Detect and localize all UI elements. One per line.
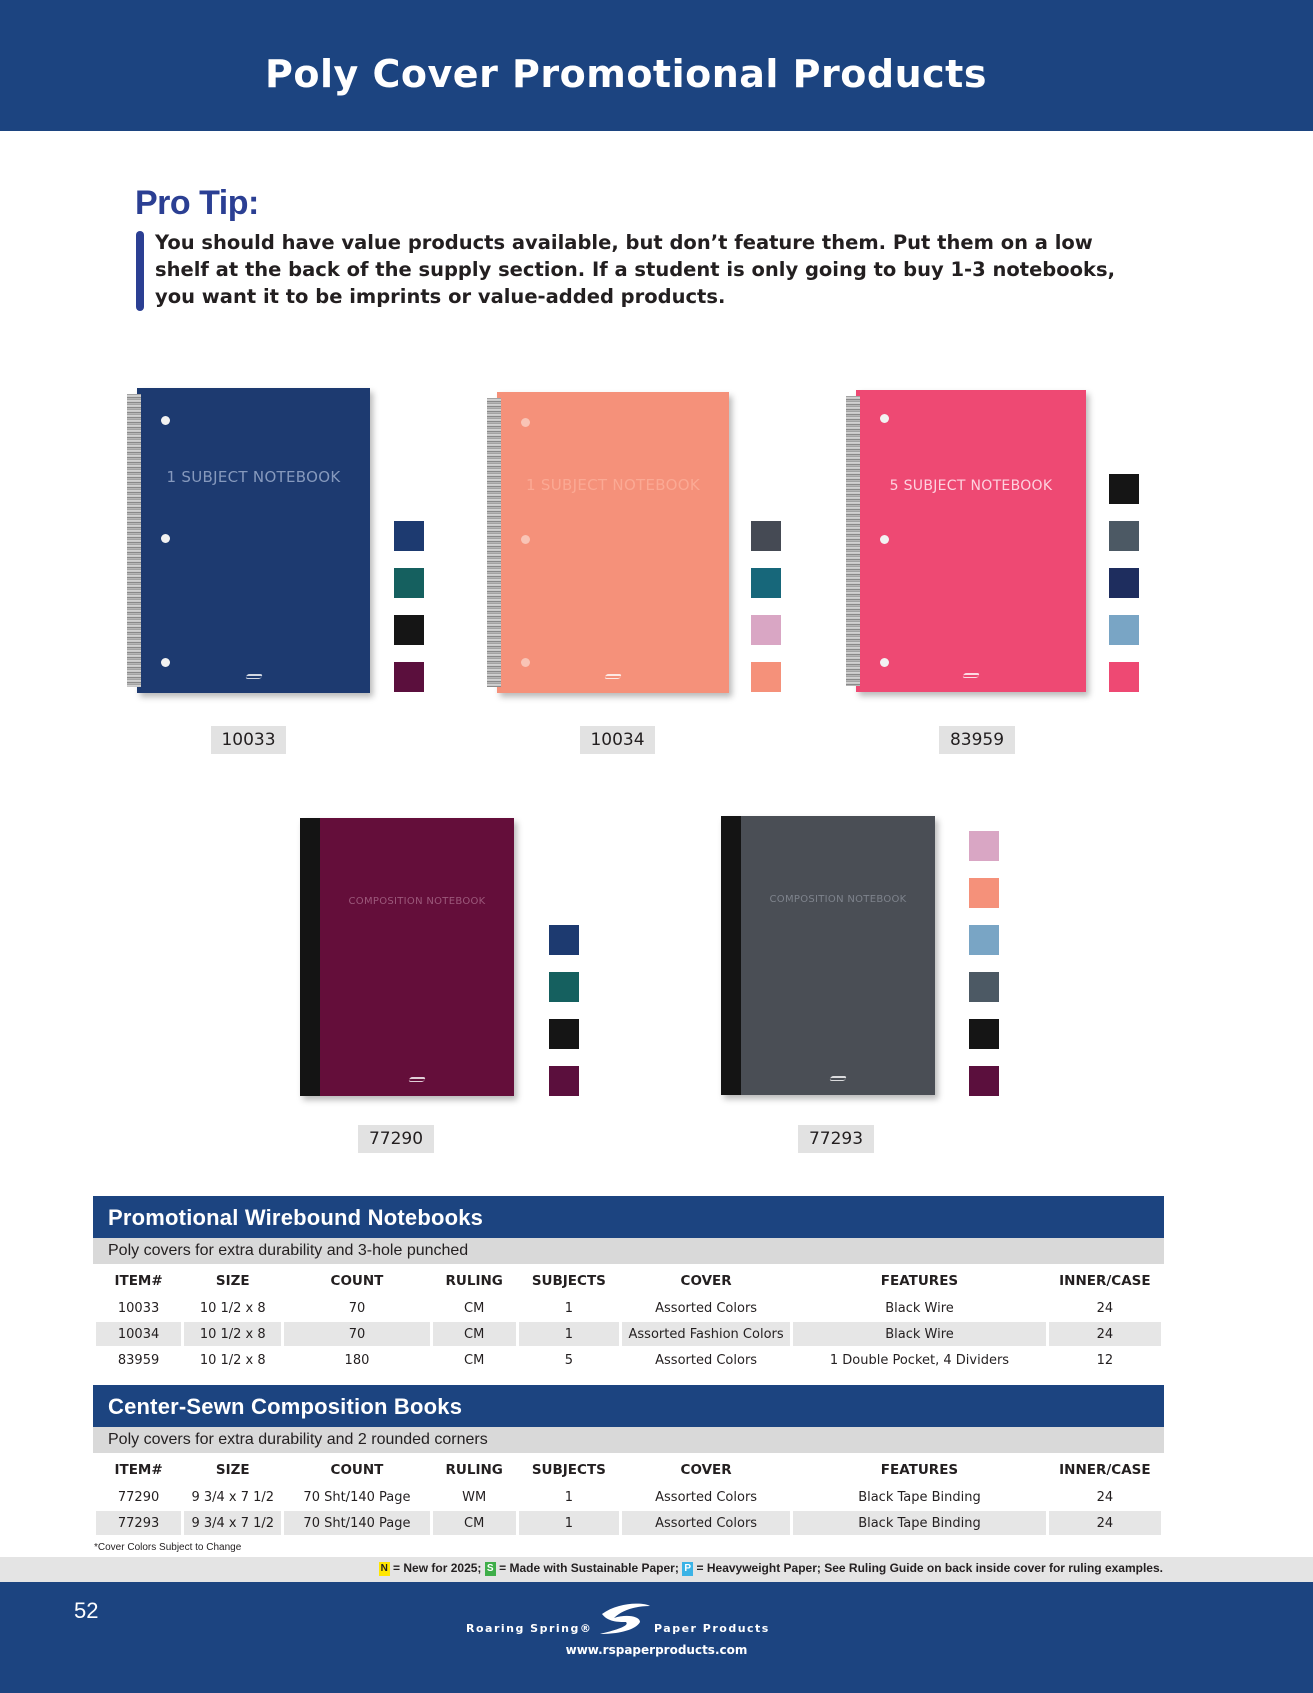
table-cell: 83959 xyxy=(117,1352,160,1368)
cover-title: 5 SUBJECT NOTEBOOK xyxy=(889,478,1053,494)
table-cell: 1 xyxy=(519,1322,619,1346)
color-swatch xyxy=(751,568,781,598)
table-cell: 77290 xyxy=(117,1489,160,1505)
punch-hole xyxy=(161,416,170,425)
color-swatch xyxy=(549,972,579,1002)
color-swatch xyxy=(1109,568,1139,598)
page-footer xyxy=(0,1582,1313,1693)
color-swatch xyxy=(969,1066,999,1096)
table-header-row xyxy=(96,1268,1161,1294)
product-image-77290 xyxy=(300,818,514,1096)
item-number-label: 83959 xyxy=(939,726,1015,754)
column-header: INNER/CASE xyxy=(1059,1273,1151,1289)
table-cell: 10033 xyxy=(117,1300,160,1316)
column-header: SUBJECTS xyxy=(531,1273,606,1289)
new-badge: N xyxy=(380,1562,388,1574)
table-cell: 10034 xyxy=(96,1322,181,1346)
color-swatch xyxy=(394,521,424,551)
tape-binding xyxy=(300,818,320,1096)
wirebound-section-subtitle: Poly covers for extra durability and 3-hole punched xyxy=(93,1238,1164,1264)
brand-name-left: Roaring Spring® xyxy=(466,1622,593,1635)
composition-section-title: Center-Sewn Composition Books xyxy=(93,1385,1164,1427)
notebook-cover xyxy=(856,390,1086,692)
cover-colors-note: *Cover Colors Subject to Change xyxy=(94,1542,242,1553)
color-swatch xyxy=(549,925,579,955)
notebook-cover xyxy=(497,392,729,693)
table-cell: Assorted Colors xyxy=(655,1352,758,1368)
wirebound-section-title: Promotional Wirebound Notebooks xyxy=(93,1196,1164,1238)
table-cell: Black Wire xyxy=(793,1322,1045,1346)
page-header xyxy=(0,0,1313,131)
table-cell: CM xyxy=(464,1352,485,1368)
composition-section-subtitle: Poly covers for extra durability and 2 rounded corners xyxy=(93,1427,1164,1453)
column-header: RULING xyxy=(445,1462,503,1478)
color-swatch xyxy=(394,662,424,692)
wirebound-spec-table xyxy=(93,1266,1164,1374)
color-swatch xyxy=(1109,615,1139,645)
color-swatch xyxy=(751,521,781,551)
table-cell: WM xyxy=(462,1489,487,1505)
table-cell: Assorted Colors xyxy=(655,1300,758,1316)
table-row xyxy=(96,1296,1161,1320)
website-url[interactable]: www.rspaperproducts.com xyxy=(565,1643,748,1657)
notebook-cover xyxy=(300,818,514,1096)
tape-binding xyxy=(721,816,741,1095)
color-swatch xyxy=(751,615,781,645)
punch-hole xyxy=(161,534,170,543)
column-header: ITEM# xyxy=(114,1273,163,1289)
table-cell: Assorted Colors xyxy=(622,1511,790,1535)
table-cell: Black Tape Binding xyxy=(858,1489,981,1505)
table-cell: 24 xyxy=(1096,1300,1114,1316)
spiral-wire xyxy=(487,398,501,687)
table-cell: 77293 xyxy=(96,1511,181,1535)
page-title: Poly Cover Promotional Products xyxy=(265,52,987,96)
table-cell: 1 xyxy=(564,1489,573,1505)
color-swatch xyxy=(394,615,424,645)
table-row xyxy=(96,1322,1161,1346)
table-cell: Assorted Colors xyxy=(655,1489,758,1505)
table-cell: 70 xyxy=(348,1300,366,1316)
column-header: ITEM# xyxy=(114,1462,163,1478)
page-number: 52 xyxy=(74,1598,99,1623)
table-cell: 12 xyxy=(1096,1352,1114,1368)
heavyweight-badge: P xyxy=(682,1562,693,1576)
color-swatch xyxy=(969,878,999,908)
punch-hole xyxy=(521,418,530,427)
brand-logo-icon xyxy=(829,1076,847,1081)
punch-hole xyxy=(161,658,170,667)
spiral-wire xyxy=(127,394,141,687)
spiral-wire xyxy=(846,396,860,686)
cover-title: 1 SUBJECT NOTEBOOK xyxy=(526,476,700,494)
heavyweight-legend-text: = Heavyweight Paper; See Ruling Guide on back inside cover for ruling examples. xyxy=(696,1561,1163,1575)
table-cell: CM xyxy=(464,1300,485,1316)
table-cell: Assorted Fashion Colors xyxy=(622,1322,790,1346)
product-image-10033 xyxy=(137,388,370,693)
table-cell: CM xyxy=(433,1511,516,1535)
table-cell: 70 Sht/140 Page xyxy=(303,1489,411,1505)
color-swatch xyxy=(1109,474,1139,504)
table-cell: 1 xyxy=(564,1300,573,1316)
table-cell: 1 Double Pocket, 4 Dividers xyxy=(829,1352,1010,1368)
notebook-cover xyxy=(721,816,935,1095)
column-header: COUNT xyxy=(330,1273,384,1289)
item-number-label: 10034 xyxy=(580,726,655,754)
table-row xyxy=(96,1485,1161,1509)
column-header: SIZE xyxy=(215,1273,250,1289)
color-swatch xyxy=(969,925,999,955)
punch-hole xyxy=(521,658,530,667)
punch-hole xyxy=(880,535,889,544)
pro-tip-title: Pro Tip: xyxy=(135,184,259,222)
brand-logo-icon xyxy=(962,673,980,678)
color-swatch xyxy=(751,662,781,692)
punch-hole xyxy=(880,658,889,667)
color-swatch xyxy=(969,972,999,1002)
table-cell: 5 xyxy=(564,1352,573,1368)
brand-logo-icon xyxy=(604,674,622,679)
table-cell: 10 1/2 x 8 xyxy=(184,1322,281,1346)
sustainable-badge: S xyxy=(485,1562,496,1576)
color-swatch xyxy=(549,1066,579,1096)
column-header: SIZE xyxy=(215,1462,250,1478)
sustainable-legend-text: = Made with Sustainable Paper; xyxy=(499,1561,679,1575)
composition-spec-table xyxy=(93,1455,1164,1537)
table-cell: 10 1/2 x 8 xyxy=(199,1300,266,1316)
color-swatch xyxy=(969,831,999,861)
product-image-83959 xyxy=(856,390,1086,692)
brand-name-right: Paper Products xyxy=(654,1622,770,1635)
column-header: RULING xyxy=(445,1273,503,1289)
brand-logo-icon xyxy=(245,674,263,679)
punch-hole xyxy=(880,414,889,423)
table-row xyxy=(96,1511,1161,1535)
column-header: FEATURES xyxy=(880,1462,959,1478)
punch-hole xyxy=(521,535,530,544)
table-header-row xyxy=(96,1457,1161,1483)
table-cell: 9 3/4 x 7 1/2 xyxy=(184,1511,281,1535)
item-number-label: 77293 xyxy=(798,1125,874,1153)
table-cell: 24 xyxy=(1049,1511,1161,1535)
product-image-77293 xyxy=(721,816,935,1095)
item-number-label: 77290 xyxy=(358,1125,434,1153)
table-cell: 24 xyxy=(1096,1489,1114,1505)
pro-tip-text: You should have value products available, but don’t feature them. Put them on a low shelf at the back of the supply section. If a student is only going to buy 1-3 notebooks, you want it to be imprints or value-added products. xyxy=(155,231,1116,308)
cover-title: COMPOSITION NOTEBOOK xyxy=(769,894,907,905)
pro-tip-accent-bar xyxy=(136,231,144,311)
cover-title: 1 SUBJECT NOTEBOOK xyxy=(166,468,341,486)
color-swatch xyxy=(1109,521,1139,551)
column-header: INNER/CASE xyxy=(1059,1462,1151,1478)
item-number-label: 10033 xyxy=(211,726,286,754)
cover-title: COMPOSITION NOTEBOOK xyxy=(348,896,486,907)
column-header: SUBJECTS xyxy=(531,1462,606,1478)
column-header: COVER xyxy=(680,1462,732,1478)
table-cell: CM xyxy=(433,1322,516,1346)
table-cell: 1 xyxy=(519,1511,619,1535)
table-cell: 70 Sht/140 Page xyxy=(284,1511,429,1535)
color-swatch xyxy=(1109,662,1139,692)
color-swatch xyxy=(969,1019,999,1049)
table-cell: 180 xyxy=(344,1352,370,1368)
table-cell: 9 3/4 x 7 1/2 xyxy=(191,1489,275,1505)
roaring-spring-logo-icon xyxy=(596,1600,652,1640)
table-cell: Black Tape Binding xyxy=(793,1511,1045,1535)
column-header: COVER xyxy=(680,1273,732,1289)
table-cell: 10 1/2 x 8 xyxy=(199,1352,266,1368)
column-header: FEATURES xyxy=(880,1273,959,1289)
brand-logo-icon xyxy=(408,1077,426,1082)
new-legend-text: = New for 2025; xyxy=(393,1561,482,1575)
color-swatch xyxy=(394,568,424,598)
color-swatch xyxy=(549,1019,579,1049)
legend xyxy=(379,1561,1163,1576)
table-cell: Black Wire xyxy=(885,1300,954,1316)
notebook-cover xyxy=(137,388,370,693)
column-header: COUNT xyxy=(330,1462,384,1478)
table-cell: 70 xyxy=(284,1322,429,1346)
table-row xyxy=(96,1348,1161,1372)
product-image-10034 xyxy=(497,392,729,693)
table-cell: 24 xyxy=(1049,1322,1161,1346)
